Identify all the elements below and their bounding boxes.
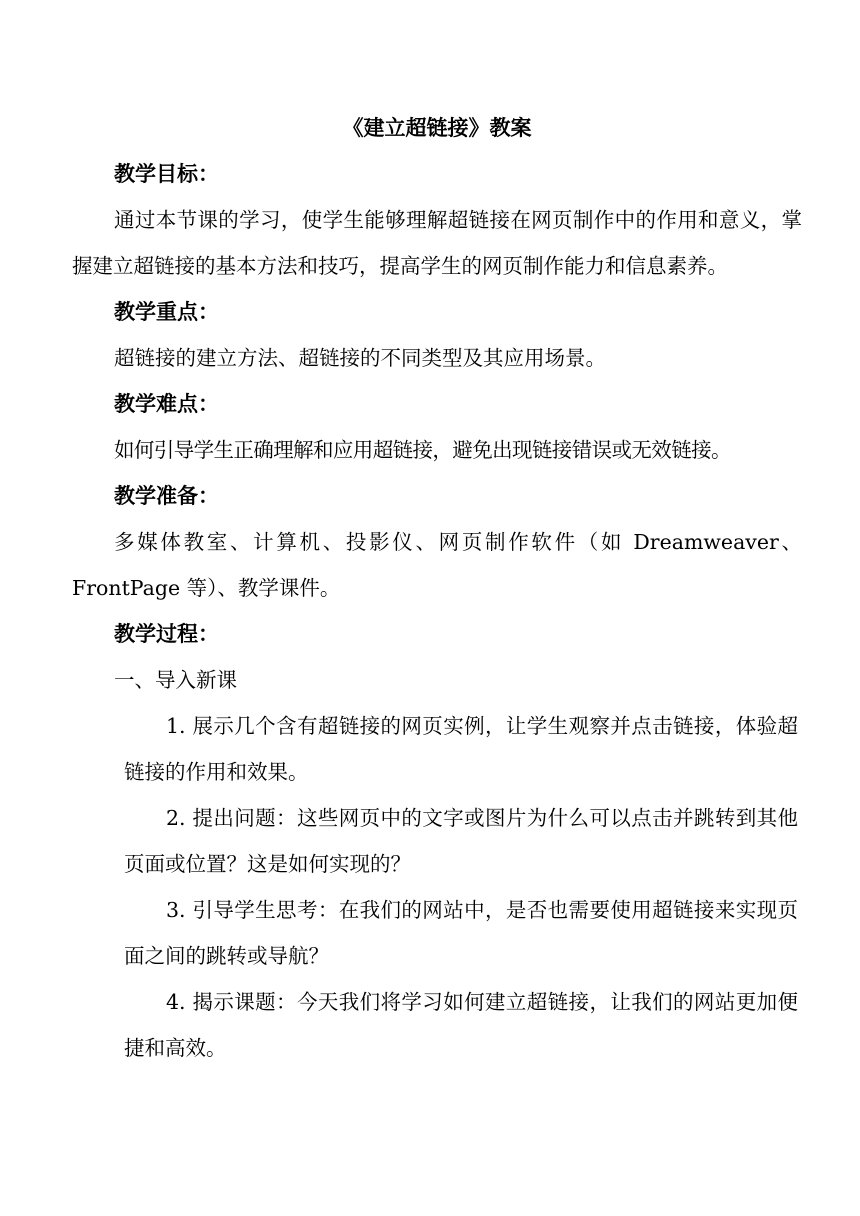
process-step: 1. 展示几个含有超链接的网页实例，让学生观察并点击链接，体验超链接的作用和效果。 xyxy=(124,714,798,784)
process-step: 4. 揭示课题：今天我们将学习如何建立超链接，让我们的网站更加便捷和高效。 xyxy=(124,990,798,1060)
key-points-text: 超链接的建立方法、超链接的不同类型及其应用场景。 xyxy=(114,346,606,370)
preparation-heading: 教学准备： xyxy=(114,484,219,508)
process-step: 3. 引导学生思考：在我们的网站中，是否也需要使用超链接来实现页面之间的跳转或导航？ xyxy=(124,898,798,968)
document-page xyxy=(72,105,802,1071)
difficulties-heading: 教学难点： xyxy=(114,392,219,416)
objectives-text: 通过本节课的学习，使学生能够理解超链接在网页制作中的作用和意义，掌握建立超链接的基本方法和技巧，提高学生的网页制作能力和信息素养。 xyxy=(72,208,802,278)
document-title: 《建立超链接》教案 xyxy=(342,116,532,140)
objectives-heading: 教学目标： xyxy=(114,162,219,186)
preparation-text: 多媒体教室、计算机、投影仪、网页制作软件（如 Dreamweaver、FrontPage 等）、教学课件。 xyxy=(72,530,802,600)
section-title: 一、导入新课 xyxy=(114,668,237,692)
process-heading: 教学过程： xyxy=(114,622,219,646)
process-step: 2. 提出问题：这些网页中的文字或图片为什么可以点击并跳转到其他页面或位置？这是如何实现的？ xyxy=(124,806,798,876)
key-points-heading: 教学重点： xyxy=(114,300,219,324)
difficulties-text: 如何引导学生正确理解和应用超链接，避免出现链接错误或无效链接。 xyxy=(114,438,731,462)
